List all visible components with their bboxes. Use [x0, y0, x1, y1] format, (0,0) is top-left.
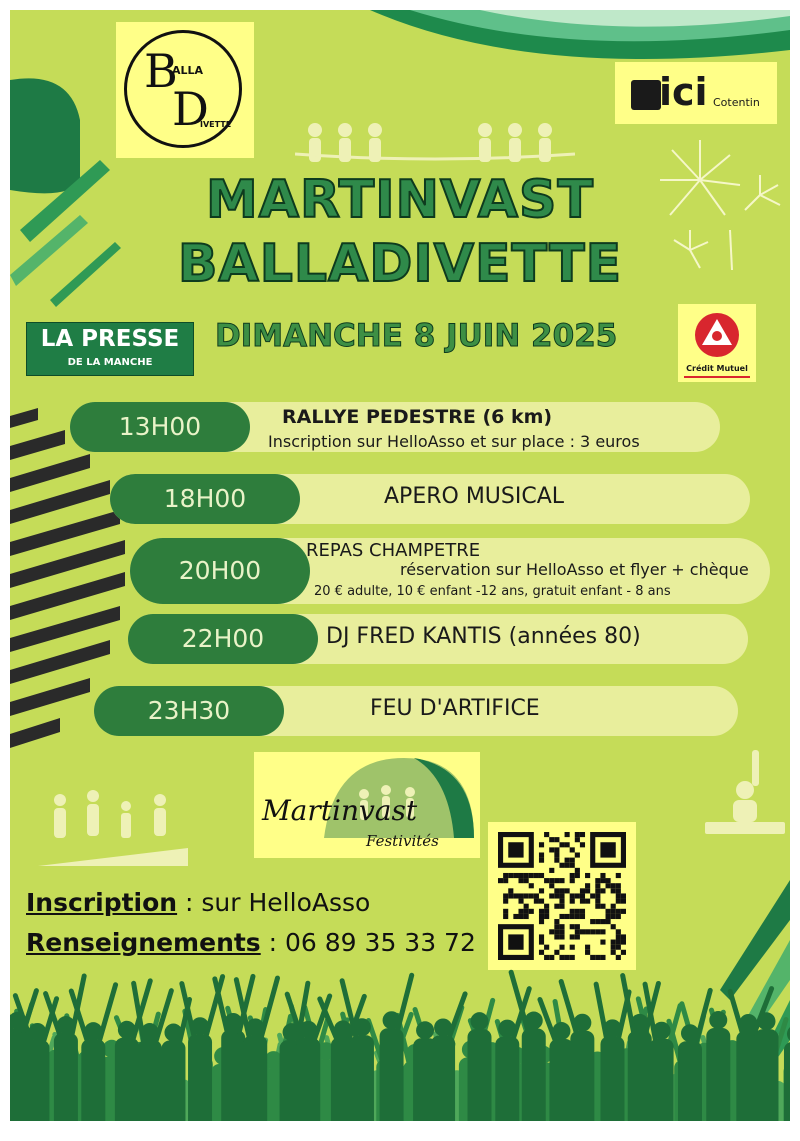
crowd-silhouette-decoration: [10, 960, 790, 1121]
raised-arm-person-icon: [700, 742, 790, 842]
renseignements-line: [26, 928, 476, 957]
balladivette-logo: [116, 22, 254, 158]
poster: [10, 10, 790, 1121]
logo-text-ivette: IVETTE: [200, 120, 232, 129]
logo-letter-d: D: [172, 82, 209, 136]
event-title-rallye: RALLYE PEDESTRE (6 km): [282, 406, 553, 428]
event-time-apero: 18H00: [110, 474, 300, 524]
festivites-text: Festivités: [366, 832, 439, 850]
event-title-feu: FEU D'ARTIFICE: [370, 696, 540, 721]
event-detail-repas-reservation: réservation sur HelloAsso et flyer + chèque: [400, 560, 749, 579]
qr-code-icon: [498, 832, 626, 960]
event-date: DIMANCHE 8 JUIN 2025: [215, 318, 618, 354]
inscription-value: : sur HelloAsso: [177, 888, 371, 917]
title-line-2: BALLADIVETTE: [177, 234, 623, 294]
ici-dot-icon: [631, 80, 661, 110]
inscription-line: [26, 888, 370, 917]
credit-mutuel-text: Crédit Mutuel: [686, 364, 748, 373]
hikers-icon: [38, 786, 188, 866]
event-time-rallye: 13H00: [70, 402, 250, 452]
title-line-1: MARTINVAST: [206, 170, 594, 230]
logo-letter-b: B: [144, 44, 178, 98]
event-time-feu: 23H30: [94, 686, 284, 736]
inscription-label: Inscription: [26, 888, 178, 917]
ici-cotentin-logo: [615, 62, 777, 124]
event-title-dj: DJ FRED KANTIS (années 80): [326, 624, 641, 649]
festivites-martinvast-text: Martinvast: [262, 794, 418, 827]
logo-text-alla: ALLA: [172, 64, 204, 77]
event-title-repas: REPAS CHAMPETRE: [306, 540, 481, 561]
la-presse-de-la-manche-logo: [26, 322, 194, 376]
martinvast-festivites-logo: [254, 752, 480, 858]
event-time-repas: 20H00: [130, 538, 310, 604]
credit-mutuel-logo: [678, 304, 756, 382]
credit-mutuel-underline: [684, 376, 750, 378]
la-presse-text: LA PRESSE: [40, 326, 180, 352]
qr-code-box[interactable]: [488, 822, 636, 970]
ici-logo-text: ici: [659, 70, 708, 114]
event-detail-repas-prices: 20 € adulte, 10 € enfant -12 ans, gratuit enfant - 8 ans: [314, 584, 671, 599]
de-la-manche-text: DE LA MANCHE: [67, 357, 153, 368]
renseignements-label: Renseignements: [26, 928, 261, 957]
event-detail-rallye: Inscription sur HelloAsso et sur place : 3 euros: [268, 432, 640, 451]
credit-mutuel-emblem-icon: [688, 310, 746, 360]
event-time-dj: 22H00: [128, 614, 318, 664]
cotentin-text: Cotentin: [713, 96, 760, 109]
renseignements-phone: : 06 89 35 33 72: [260, 928, 476, 957]
event-title-apero: APERO MUSICAL: [384, 484, 565, 509]
